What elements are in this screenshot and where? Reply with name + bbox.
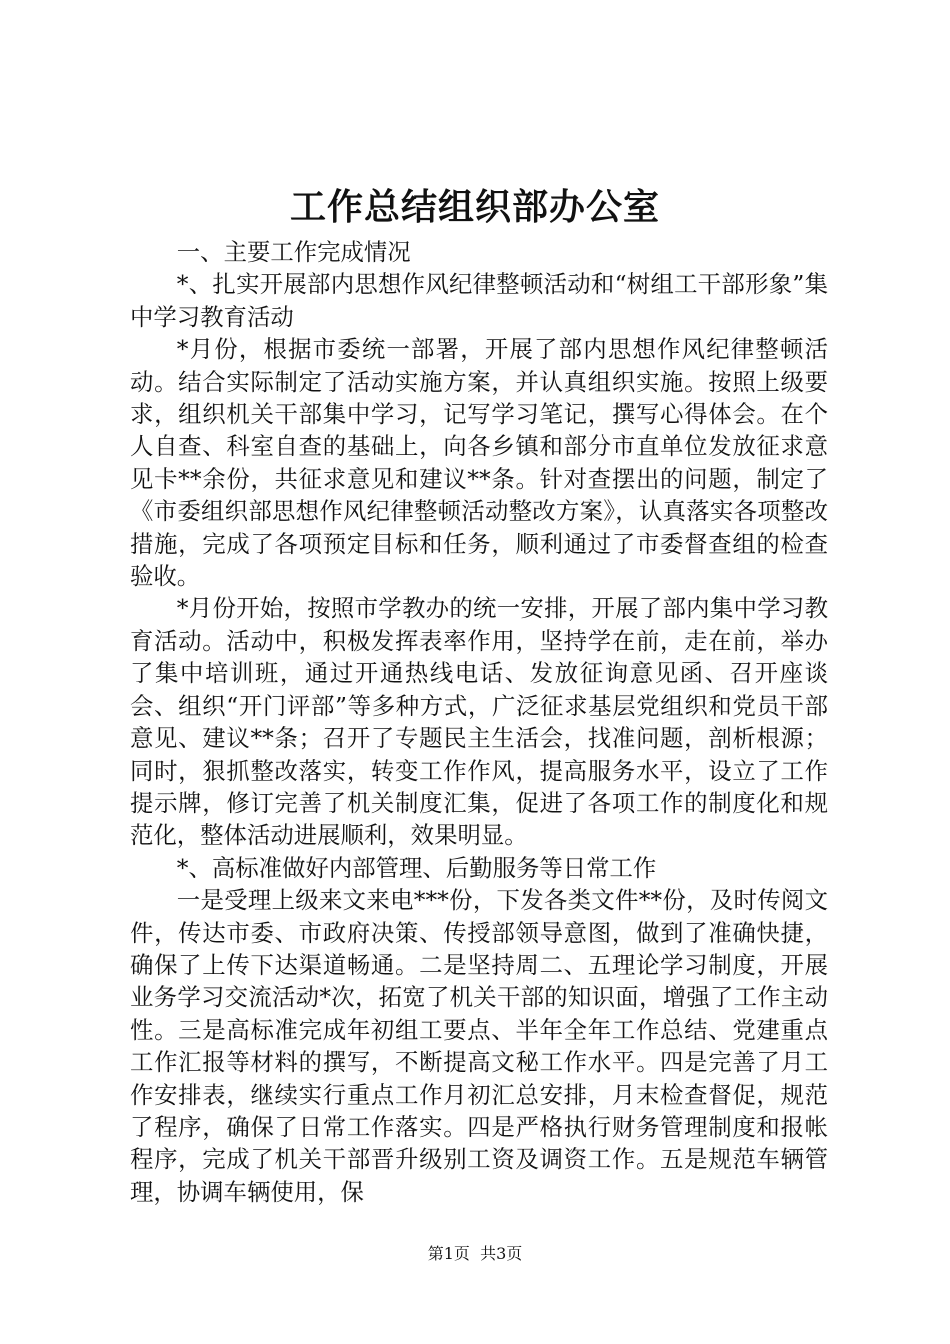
body-paragraph: *月份，根据市委统一部署，开展了部内思想作风纪律整顿活动。结合实际制定了活动实施方案，并认真组织实施。按照上级要求，组织机关干部集中学习，记写学习笔记，撰写心得体会。在个人自查、科室自查的基础上，向各乡镇和部分市直单位发放征求意见卡**余份，共征求意见和建议**条。针对查摆出的问题，制定了《市委组织部思想作风纪律整顿活动整改方案》，认真落实各项整改措施，完成了各项预定目标和任务，顺利通过了市委督查组的检查验收。 (130, 335, 828, 591)
page-number: 第1页 (427, 1244, 470, 1263)
section-heading: 一、主要工作完成情况 (176, 238, 411, 266)
subsection-heading: *、扎实开展部内思想作风纪律整顿活动和“树组工干部形象”集中学习教育活动 (130, 270, 828, 331)
document-body (130, 236, 828, 1208)
subsection-heading: *、高标准做好内部管理、后勤服务等日常工作 (176, 853, 657, 882)
document-title: 工作总结组织部办公室 (289, 187, 660, 228)
page-total: 共3页 (480, 1244, 523, 1263)
body-paragraph: 一是受理上级来文来电***份，下发各类文件**份，及时传阅文件，传达市委、市政府决策、传授部领导意图，做到了准确快捷，确保了上传下达渠道畅通。二是坚持周二、五理论学习制度，开展业务学习交流活动*次，拓宽了机关干部的知识面，增强了工作主动性。三是高标准完成年初组工要点、半年全年工作总结、党建重点工作汇报等材料的撰写，不断提高文秘工作水平。四是完善了月工作安排表，继续实行重点工作月初汇总安排，月末检查督促，规范了程序，确保了日常工作落实。四是严格执行财务管理制度和报帐程序，完成了机关干部晋升级别工资及调资工作。五是规范车辆管理，协调车辆使用，保 (130, 886, 828, 1206)
page-footer (0, 1243, 950, 1265)
body-paragraph: *月份开始，按照市学教办的统一安排，开展了部内集中学习教育活动。活动中，积极发挥表率作用，坚持学在前，走在前，举办了集中培训班，通过开通热线电话、发放征询意见函、召开座谈会、组织“开门评部”等多种方式，广泛征求基层党组织和党员干部意见、建议**条；召开了专题民主生活会，找准问题，剖析根源；同时，狠抓整改落实，转变工作作风，提高服务水平，设立了工作提示牌，修订完善了机关制度汇集，促进了各项工作的制度化和规范化，整体活动进展顺利，效果明显。 (130, 594, 828, 850)
